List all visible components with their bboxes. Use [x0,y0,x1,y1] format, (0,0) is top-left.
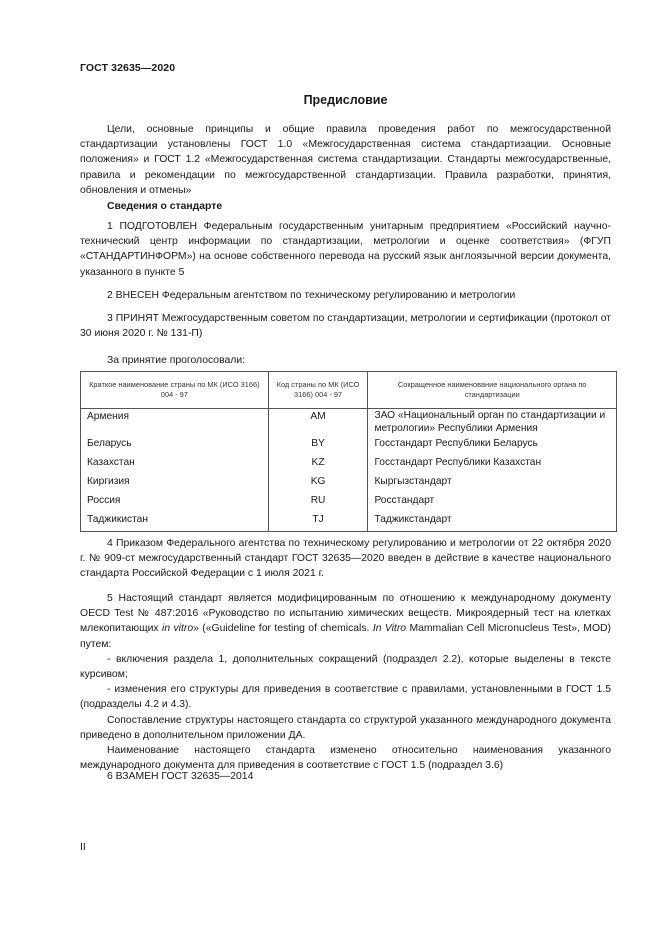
body-cell: Госстандарт Республики Беларусь [368,436,617,455]
item-2-text: 2 ВНЕСЕН Федеральным агентством по техническому регулированию и метрологии [107,290,516,301]
members-table [80,371,617,532]
body-cell: Росстандарт [368,493,617,512]
header-country: Краткое наименование страны по МК (ИСО 3166) 004 - 97 [81,372,269,409]
item-3-text: 3 ПРИНЯТ Межгосударственным советом по стандартизации, метрологии и сертификации (протокол от 30 июня 2020 г. № 131-П) [80,313,611,340]
code-cell: AM [268,409,368,437]
table-row [81,436,617,455]
body-cell: ЗАО «Национальный орган по стандартизации и метрологии» Республики Армения [368,409,617,437]
section-heading: Сведения о стандарте [107,201,223,212]
item-5-italic1: in vitro [162,623,194,635]
item-4 [80,536,611,582]
table-row [81,493,617,512]
country-cell: Казахстан [81,455,269,474]
item-5-compare-para: Сопоставление структуры настоящего стандарта со структурой указанного международного документа приведено в дополнительном приложении ДА. [80,714,611,741]
table-header-row [81,372,617,409]
item-5-name-para: Наименование настоящего стандарта изменено относительно наименования указанного международного документа для приведения в соответствие с ГОСТ 1.5 (подраздел 3.6) [80,745,611,772]
intro-text: Цели, основные принципы и общие правила проведения работ по межгосударственной стандартизации установлены ГОСТ 1.0 «Межгосударственная система стандартизации. Основные положения» и ГОСТ 1.2 «Межгосударственная система стандартизации. Стандарты межгосударственные, правила и рекомендации по межгосударственной стандартизации. Правила разработки, принятия, обновления и отмены» [80,124,611,196]
page-number: II [80,842,86,853]
item-5 [80,591,611,773]
header-body: Сокращенное наименование национального органа по стандартизации [368,372,617,409]
table-row [81,409,617,437]
item-5-part3: Mammalian Cell Micronucleus Test», MOD) путем: [80,623,612,650]
intro-paragraph [80,122,611,198]
item-5-bullet-2: - изменения его структуры для приведения в соответствие с правилами, установленными в ГОСТ 1.5 (подразделы 4.2 и 4.3). [80,684,611,711]
body-cell: Госстандарт Республики Казахстан [368,455,617,474]
item-3 [80,311,611,341]
table-row [81,455,617,474]
code-cell: KZ [268,455,368,474]
item-1 [80,219,611,280]
item-6-text: 6 ВЗАМЕН ГОСТ 32635—2014 [107,771,254,782]
body-cell: Таджикстандарт [368,512,617,532]
standard-code: ГОСТ 32635—2020 [80,62,176,74]
table-row [81,512,617,532]
item-5-part1: 5 Настоящий стандарт является модифицированным по отношению к международному документу OECD Test № 487:2016 «Руководство по испытанию химических веществ. Микроядерный тест на клетках млекопитающих [80,593,611,635]
code-cell: KG [268,474,368,493]
item-5-italic2: In Vitro [372,623,407,635]
code-cell: BY [268,436,368,455]
page-title: Предисловие [303,93,388,107]
country-cell: Россия [81,493,269,512]
item-4-text: 4 Приказом Федерального агентства по техническому регулированию и метрологии от 22 октября 2020 г. № 909-ст межгосударственный стандарт ГОСТ 32635—2020 введен в действие в качестве национального стандарта Российской Федерации с 1 июля 2021 г. [80,538,611,580]
body-cell: Кыргызстандарт [368,474,617,493]
item-2 [80,288,611,303]
item-5-text [80,591,611,652]
item-5-part2: » («Guideline for testing of chemicals. [193,623,373,635]
country-cell: Армения [81,409,269,437]
country-cell: Таджикистан [81,512,269,532]
item-5-bullet-1: - включения раздела 1, дополнительных сокращений (подраздел 2.2), которые выделены в тексте курсивом; [80,653,611,681]
header-code: Код страны по МК (ИСО 3166) 004 - 97 [268,372,368,409]
item-6 [80,769,611,784]
voted-label: За принятие проголосовали: [107,355,246,366]
country-cell: Киргизия [81,474,269,493]
code-cell: TJ [268,512,368,532]
code-cell: RU [268,493,368,512]
item-1-text: 1 ПОДГОТОВЛЕН Федеральным государственным унитарным предприятием «Российский научно-технический центр информации по стандартизации, метрологии и оценке соответствия» (ФГУП «СТАНДАРТИНФОРМ») на основе собственного перевода на русский язык англоязычной версии документа, указанного в пункте 5 [80,221,611,278]
table-row [81,474,617,493]
country-cell: Беларусь [81,436,269,455]
